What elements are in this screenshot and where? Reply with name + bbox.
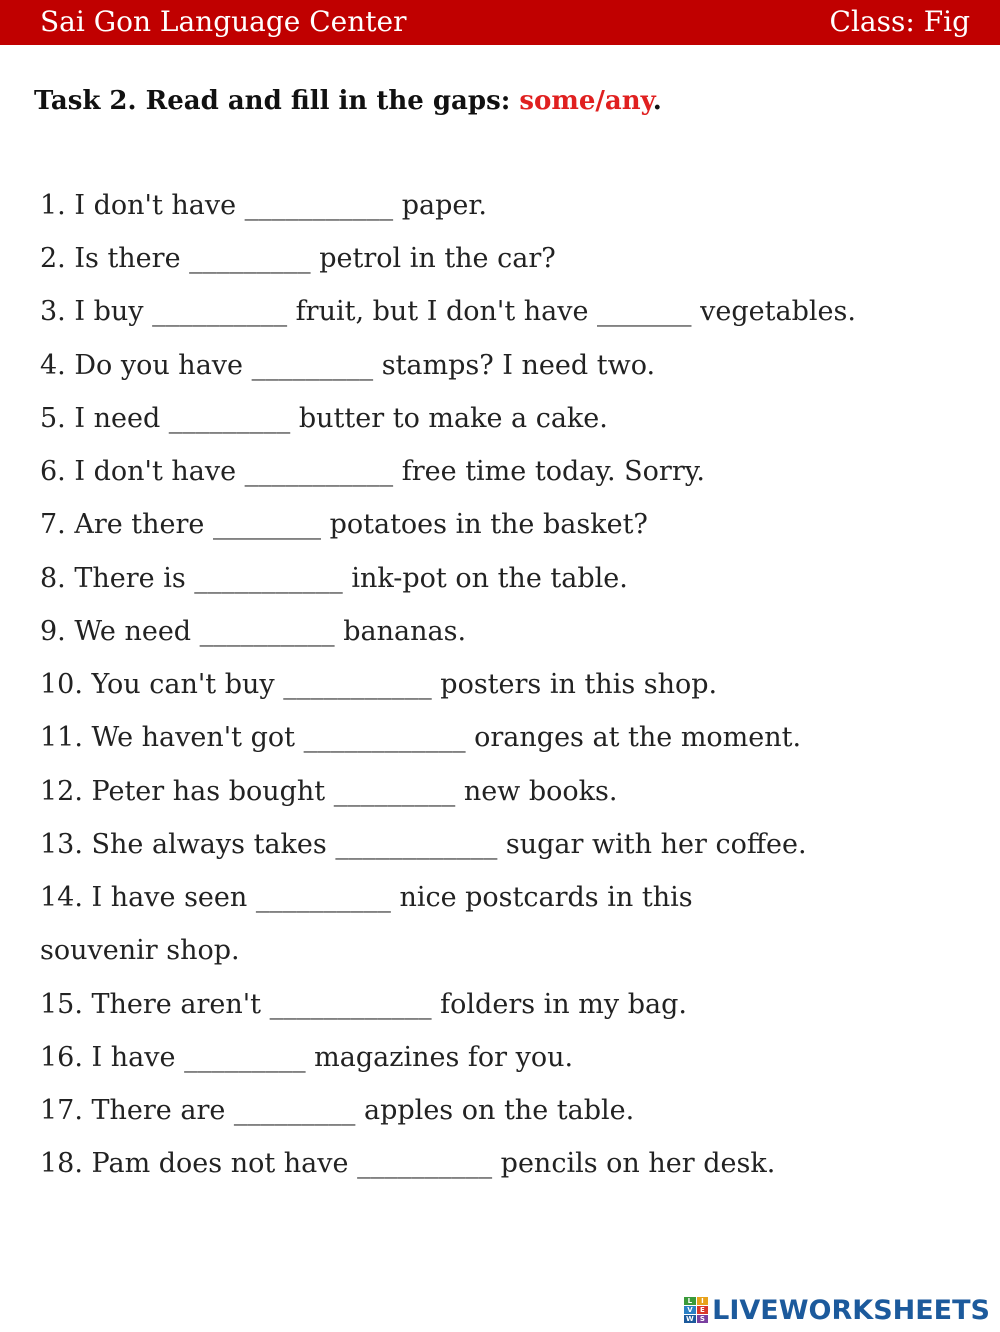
brand-name: LIVEWORKSHEETS bbox=[712, 1294, 990, 1326]
logo-letter: L bbox=[684, 1297, 696, 1305]
logo-letter: S bbox=[697, 1315, 709, 1323]
exercise-line: 15. There aren't ____________ folders in my bag. bbox=[40, 989, 687, 1020]
task-title-suffix: . bbox=[652, 86, 662, 116]
exercise-line: 12. Peter has bought _________ new books. bbox=[40, 776, 618, 807]
exercise-line: 1. I don't have ___________ paper. bbox=[40, 190, 487, 221]
liveworksheets-brand[interactable] bbox=[684, 1292, 990, 1328]
exercise-line: 2. Is there _________ petrol in the car? bbox=[40, 243, 556, 274]
exercise-line: 17. There are _________ apples on the table. bbox=[40, 1095, 635, 1126]
exercise-line: 16. I have _________ magazines for you. bbox=[40, 1042, 574, 1073]
exercise-line: 8. There is ___________ ink-pot on the table. bbox=[40, 563, 628, 594]
exercise-line: 4. Do you have _________ stamps? I need two. bbox=[40, 350, 656, 381]
header-bar bbox=[0, 0, 1000, 45]
class-label: Class: Fig bbox=[829, 5, 970, 38]
exercise-line: 9. We need __________ bananas. bbox=[40, 616, 467, 647]
task-title bbox=[34, 86, 662, 116]
logo-letter: I bbox=[697, 1297, 709, 1305]
exercise-line: souvenir shop. bbox=[40, 935, 240, 966]
school-name: Sai Gon Language Center bbox=[40, 5, 407, 38]
task-title-highlight: some/any bbox=[519, 86, 653, 116]
exercise-line: 18. Pam does not have __________ pencils on her desk. bbox=[40, 1148, 776, 1179]
exercise-line: 11. We haven't got ____________ oranges at the moment. bbox=[40, 722, 802, 753]
exercise-line: 7. Are there ________ potatoes in the basket? bbox=[40, 509, 648, 540]
logo-letter: V bbox=[684, 1306, 696, 1314]
exercise-line: 6. I don't have ___________ free time today. Sorry. bbox=[40, 456, 705, 487]
exercise-line: 3. I buy __________ fruit, but I don't have _______ vegetables. bbox=[40, 296, 856, 327]
task-title-prefix: Task 2. Read and fill in the gaps: bbox=[34, 86, 520, 116]
liveworksheets-logo-icon bbox=[684, 1297, 708, 1323]
logo-letter: E bbox=[697, 1306, 709, 1314]
exercise-line: 5. I need _________ butter to make a cake. bbox=[40, 403, 608, 434]
logo-letter: W bbox=[686, 1315, 694, 1323]
exercise-line: 10. You can't buy ___________ posters in this shop. bbox=[40, 669, 718, 700]
exercise-line: 13. She always takes ____________ sugar with her coffee. bbox=[40, 829, 807, 860]
exercise-line: 14. I have seen __________ nice postcards in this bbox=[40, 882, 693, 913]
